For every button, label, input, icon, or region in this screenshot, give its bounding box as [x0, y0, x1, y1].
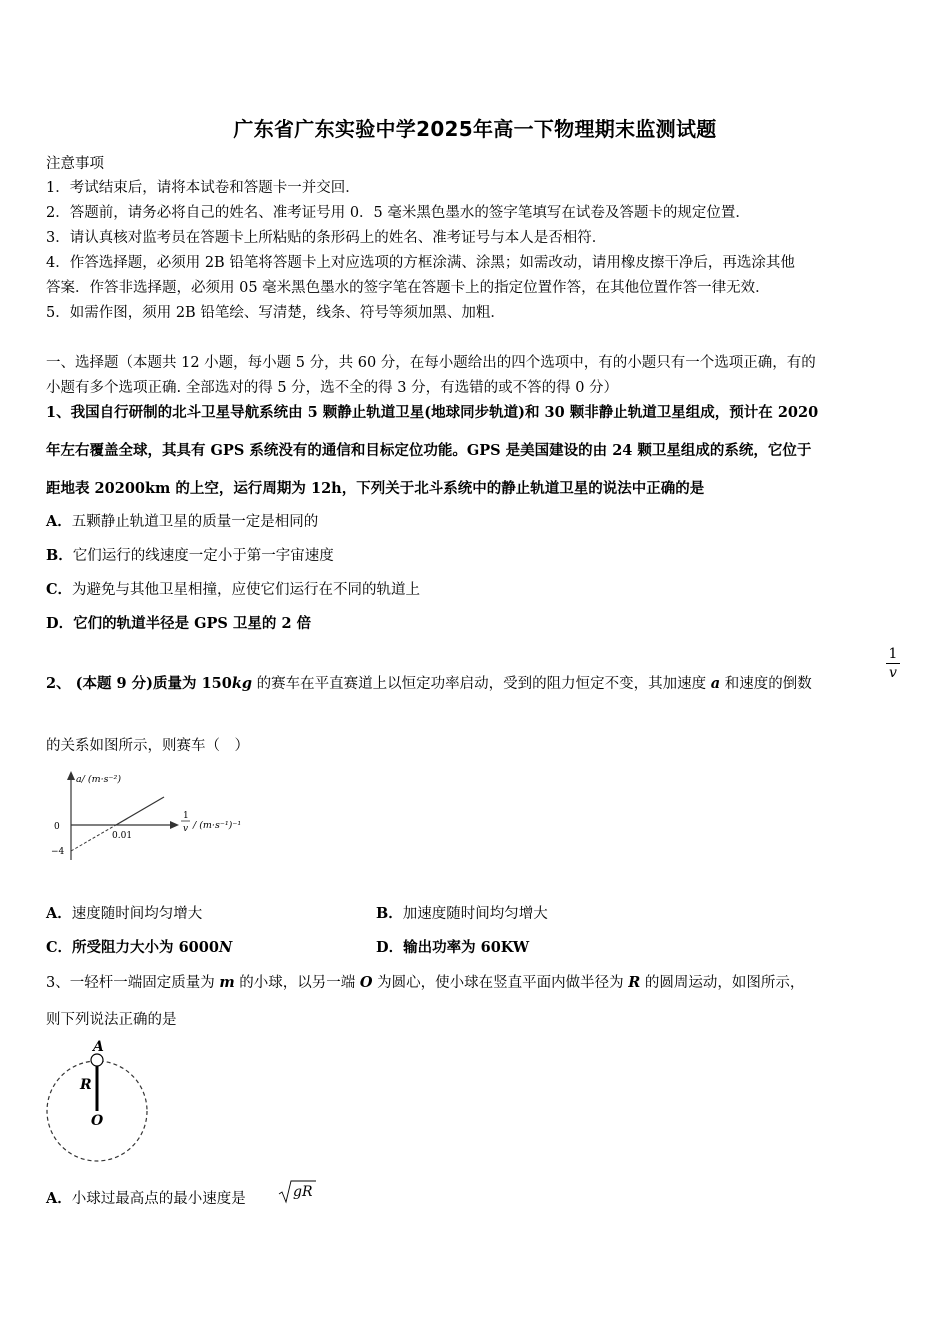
option-key: B． — [376, 905, 403, 922]
fraction-numerator: 1 — [886, 645, 900, 664]
notes-item: 4．作答选择题，必须用 2B 铅笔将答题卡上对应选项的方框涂满、涂黑；如需改动，请用橡皮擦干净后，再选涂其他 — [46, 255, 795, 271]
data-line — [116, 797, 164, 825]
question-1-text: 1、我国自行研制的北斗卫星导航系统由 5 颗静止轨道卫星(地球同步轨道)和 30 颗非静止轨道卫星组成，预计在 2020 — [46, 404, 819, 421]
question-1-text: 年左右覆盖全球，其具有 GPS 系统没有的通信和目标定位功能。GPS 是美国建设的由 24 颗卫星组成的系统，它位于 — [46, 442, 812, 459]
notes-item: 1．考试结束后，请将本试卷和答题卡一并交回． — [46, 180, 360, 196]
option-text: 所受阻力大小为 6000 — [72, 939, 219, 956]
extrapolated-line — [71, 825, 116, 851]
q2-unit-kg: kg — [231, 675, 253, 692]
y-axis-label: a/ (m·s⁻²) — [76, 774, 122, 785]
radius-label: R — [80, 1077, 92, 1093]
q3-variable: m — [219, 974, 235, 991]
notes-item: 2．答题前，请务必将自己的姓名、准考证号用 0．5 毫米黑色墨水的签字笔填写在试卷及答题卡的规定位置． — [46, 205, 750, 221]
q1-option-d — [46, 612, 311, 633]
section-heading: 一、选择题（本题共 12 小题，每小题 5 分，共 60 分，在每小题给出的四个选项中，有的小题只有一个选项正确，有的 — [46, 355, 816, 371]
option-key: D． — [46, 615, 74, 632]
notes-item: 5．如需作图，须用 2B 铅笔绘、写清楚，线条、符号等须加黑、加粗． — [46, 305, 505, 321]
page-title: 广东省广东实验中学2025年高一下物理期末监测试题 — [233, 117, 717, 141]
q2-option-c — [46, 936, 232, 957]
question-2-text — [46, 672, 812, 693]
question-3-text: 则下列说法正确的是 — [46, 1012, 177, 1028]
q2-var-a: a — [710, 675, 721, 692]
option-text: 它们的轨道半径是 GPS 卫星的 2 倍 — [73, 615, 312, 632]
notes-item: 3．请认真核对监考员在答题卡上所粘贴的条形码上的姓名、准考证号与本人是否相符． — [46, 230, 607, 246]
option-key: A． — [46, 513, 72, 530]
option-text: 加速度随时间均匀增大 — [402, 906, 548, 922]
option-text: 为避免与其他卫星相撞，应使它们运行在不同的轨道上 — [72, 582, 421, 598]
q3-text-part: 为圆心，使小球在竖直平面内做半径为 — [372, 975, 629, 991]
x-label-numerator: 1 — [183, 811, 189, 821]
question-2-text: 的关系如图所示，则赛车（ ） — [46, 738, 249, 754]
q1-option-a — [46, 510, 318, 531]
x-label-denominator: v — [183, 824, 189, 834]
q2-option-b — [376, 902, 548, 923]
option-key: A． — [46, 1190, 72, 1207]
section-heading: 小题有多个选项正确. 全部选对的得 5 分，选不全的得 3 分，有选错的或不答的得 0 分） — [46, 380, 619, 396]
option-key: C． — [46, 581, 73, 598]
option-key: A． — [46, 905, 72, 922]
sqrt-gr-expression — [278, 1178, 318, 1206]
q2-text-part: 的赛车在平直赛道上以恒定功率启动，受到的阻力恒定不变，其加速度 — [252, 676, 711, 692]
notes-heading: 注意事项 — [46, 156, 104, 172]
option-text: 五颗静止轨道卫星的质量一定是相同的 — [71, 514, 319, 530]
y-axis-arrow — [67, 771, 75, 780]
option-key: C． — [46, 939, 73, 956]
a-vs-inverse-v-graph — [46, 768, 276, 868]
x-label-unit: / (m·s⁻¹)⁻¹ — [193, 820, 242, 831]
fraction-denominator: v — [889, 665, 897, 681]
center-o-label: O — [91, 1113, 104, 1129]
q2-text-part: 和速度的倒数 — [720, 676, 812, 692]
point-a-label: A — [93, 1039, 104, 1055]
q2-option-a — [46, 902, 202, 923]
q2-option-d — [376, 936, 529, 957]
option-text: 输出功率为 60KW — [403, 939, 530, 956]
ball — [91, 1054, 103, 1066]
option-text: 速度随时间均匀增大 — [71, 906, 203, 922]
q3-variable: R — [628, 974, 641, 991]
option-text: 它们运行的线速度一定小于第一宇宙速度 — [72, 548, 334, 564]
option-text: 小球过最高点的最小速度是 — [71, 1191, 246, 1207]
notes-item: 答案．作答非选择题，必须用 05 毫米黑色墨水的签字笔在答题卡上的指定位置作答，在其他位置作答一律无效． — [46, 280, 770, 296]
q3-text-part: 3、一轻杆一端固定质量为 — [46, 975, 220, 991]
question-1-text: 距地表 20200km 的上空，运行周期为 12h，下列关于北斗系统中的静止轨道卫星的说法中正确的是 — [46, 480, 705, 497]
q1-option-b — [46, 544, 334, 565]
q3-text-part: 的圆周运动，如图所示， — [640, 975, 805, 991]
option-key: B． — [46, 547, 73, 564]
origin-label: 0 — [54, 822, 60, 832]
x-tick-label: 0.01 — [112, 831, 133, 841]
q3-text-part: 的小球，以另一端 — [234, 975, 360, 991]
option-unit: N — [218, 939, 233, 956]
question-3-text — [46, 971, 804, 992]
sqrt-radicand: gR — [293, 1184, 313, 1200]
circular-motion-figure — [44, 1036, 154, 1164]
option-key: D． — [376, 939, 404, 956]
q3-variable: O — [359, 974, 373, 991]
fraction-one-over-v — [886, 645, 900, 682]
q2-text-part: 2、 (本题 9 分)质量为 150 — [46, 675, 232, 692]
q3-option-a — [46, 1187, 246, 1208]
x-axis-arrow — [170, 821, 179, 829]
y-intercept-label: −4 — [51, 847, 65, 857]
q1-option-c — [46, 578, 420, 599]
